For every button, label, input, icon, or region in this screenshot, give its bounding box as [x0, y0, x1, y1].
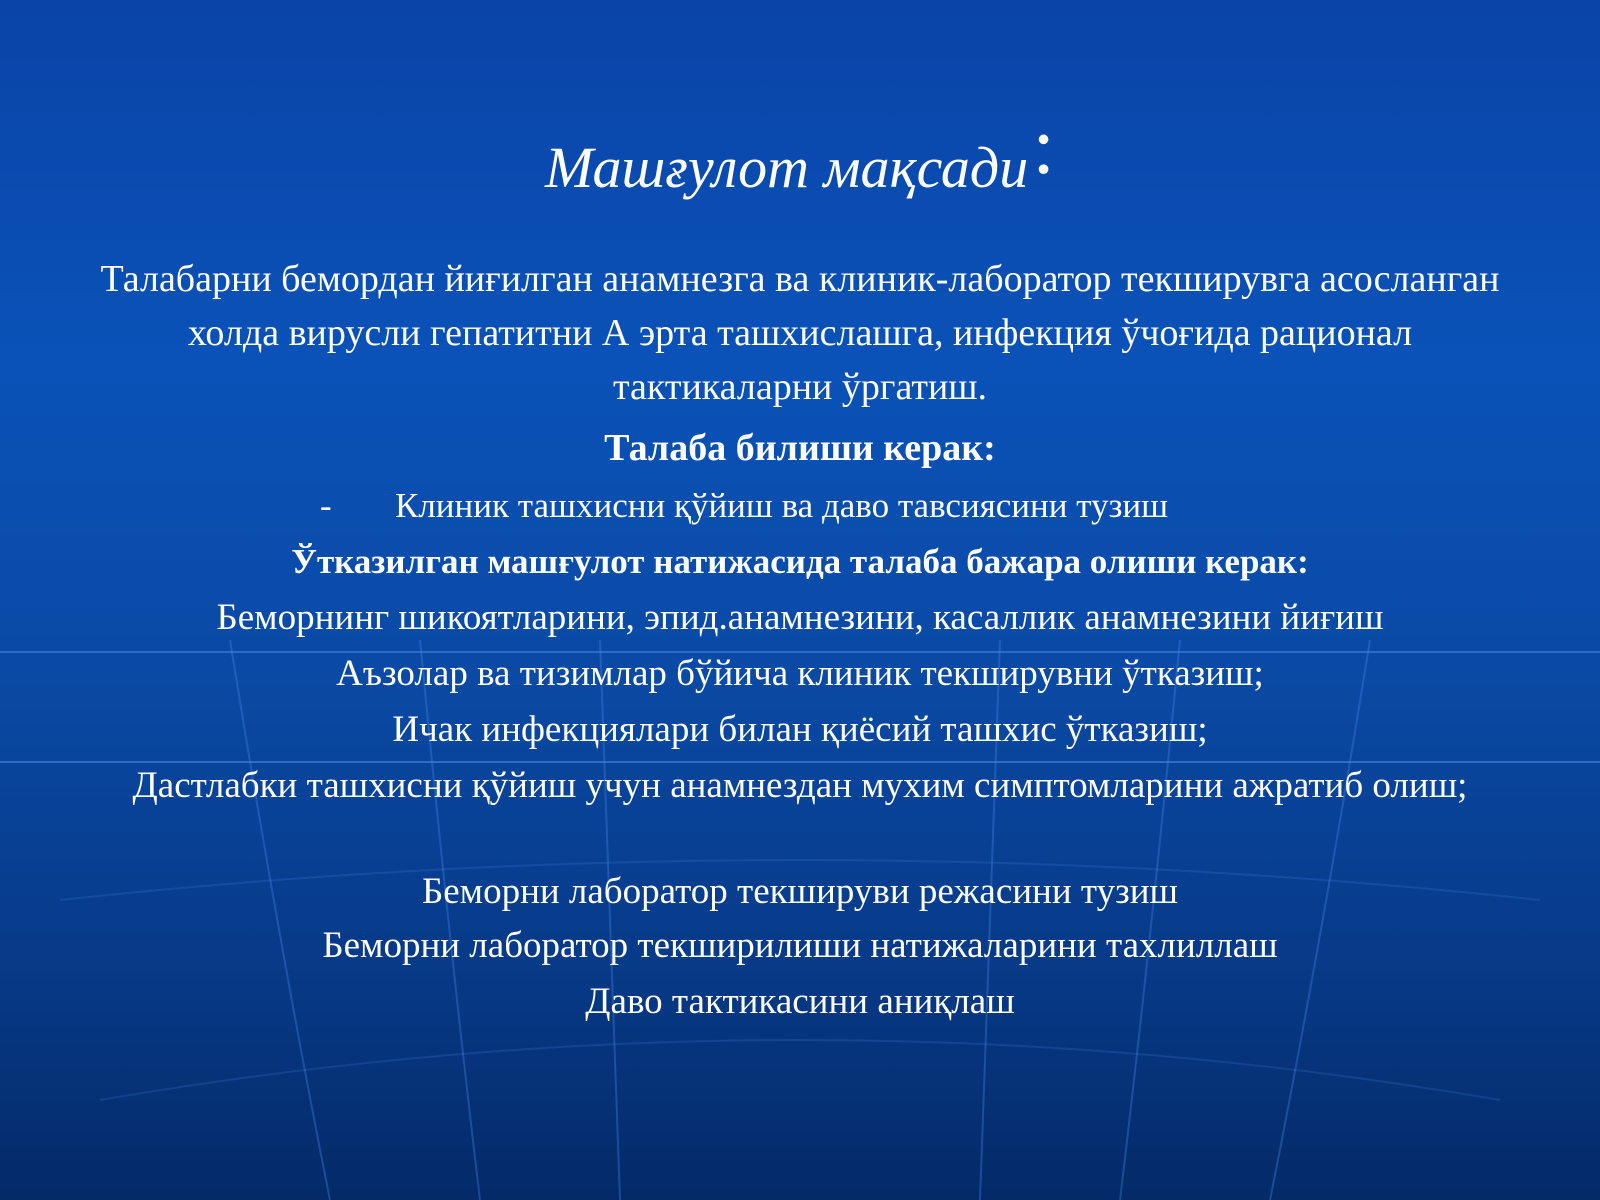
heading-do: Ўтказилган машғулот натижасида талаба бажара олиши керак: — [291, 542, 1309, 581]
heading-know: Талаба билиши керак: — [604, 427, 996, 469]
intro-paragraph: Талабарни бемордан йиғилган анамнезга ва клиник-лаборатор текширувга асосланган холда вирусли гепатитни А эрта ташхислашга, инфекция ўчоғида рационал тактикаларни ўргатиш. — [100, 258, 1500, 408]
do-item: Аъзолар ва тизимлар бўйича клиник текширувни ўтказиш; — [336, 653, 1264, 694]
do-item: Беморни лаборатор текшируви режасини тузиш — [421, 871, 1178, 912]
do-item: Беморни лаборатор текширилиши натижаларини тахлиллаш — [322, 925, 1278, 966]
slide-title-colon: : — [1032, 100, 1055, 191]
know-item-text: Клиник ташхисни қўйиш ва даво тавсиясини тузиш — [395, 486, 1169, 525]
bullet-marker: - — [320, 486, 332, 525]
do-item: Беморнинг шикоятларини, эпид.анамнезини, касаллик анамнезини йиғиш — [216, 597, 1384, 638]
do-item: Даво тактикасини аниқлаш — [585, 981, 1015, 1022]
know-list-item — [0, 480, 1600, 532]
do-item: Ичак инфекциялари билан қиёсий ташхис ўтказиш; — [392, 709, 1208, 750]
slide-title-text: Машғулот мақсади — [545, 135, 1029, 200]
slide-title — [0, 100, 1600, 208]
do-item: Дастлабки ташхисни қўйиш учун анамнездан мухим симптомларини ажратиб олиш; — [132, 765, 1468, 806]
